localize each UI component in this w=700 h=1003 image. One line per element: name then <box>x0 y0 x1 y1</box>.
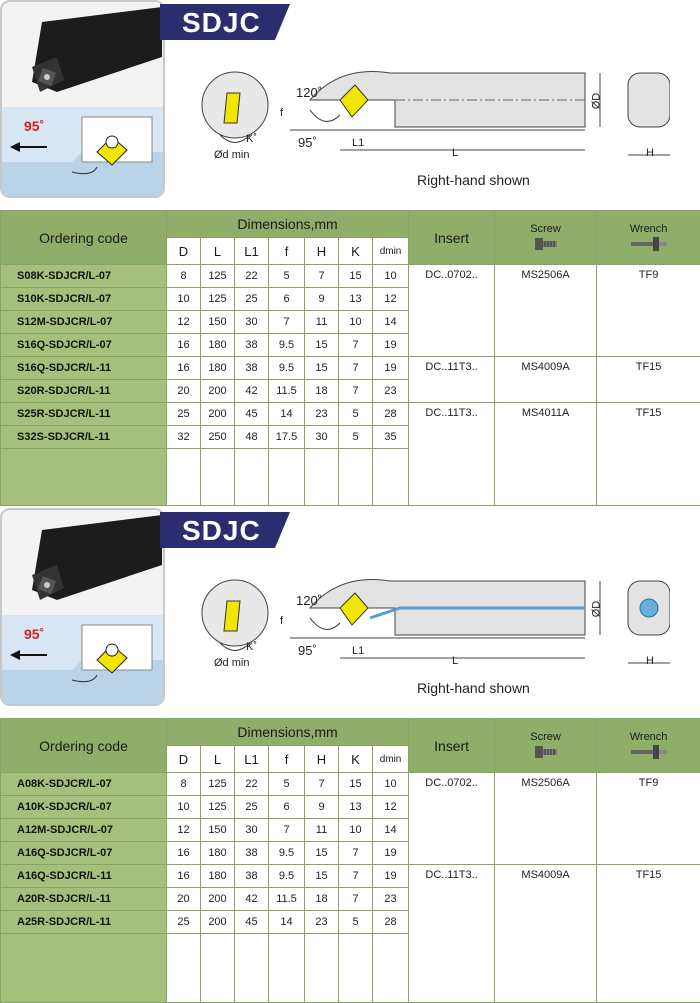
dim-cell-h: 11 <box>305 311 339 334</box>
dim-cell-l1: 48 <box>235 426 269 449</box>
dim-cell-f: 14 <box>269 911 305 934</box>
dim-cell-l1: 22 <box>235 265 269 288</box>
angle-120-label: 120˚ <box>296 593 322 608</box>
table-row <box>1 403 700 426</box>
screw-label: Screw <box>530 223 561 235</box>
col-dmin: dmin <box>373 746 409 773</box>
dim-cell-d: 20 <box>167 888 201 911</box>
insert-cell: DC..0702.. <box>409 773 495 865</box>
dim-cell-f: 6 <box>269 796 305 819</box>
dim-filler-cell <box>201 449 235 506</box>
ordering-code-cell: S16Q-SDJCR/L-07 <box>1 334 167 357</box>
dim-cell-dmin: 19 <box>373 357 409 380</box>
col-dmin: dmin <box>373 238 409 265</box>
angle-120-label: 120˚ <box>296 85 322 100</box>
header-screw <box>495 211 597 265</box>
spec-table <box>0 718 700 1003</box>
dim-cell-h: 23 <box>305 911 339 934</box>
dim-cell-f: 11.5 <box>269 380 305 403</box>
dim-cell-dmin: 14 <box>373 819 409 842</box>
dim-cell-h: 15 <box>305 865 339 888</box>
dim-cell-l: 150 <box>201 819 235 842</box>
dim-cell-h: 30 <box>305 426 339 449</box>
dim-cell-d: 16 <box>167 334 201 357</box>
dim-cell-h: 9 <box>305 796 339 819</box>
col-l1: L1 <box>235 238 269 265</box>
dim-cell-dmin: 28 <box>373 911 409 934</box>
dim-cell-l1: 42 <box>235 888 269 911</box>
dim-cell-k: 13 <box>339 796 373 819</box>
ordering-code-cell: A16Q-SDJCR/L-07 <box>1 842 167 865</box>
dim-cell-l1: 25 <box>235 288 269 311</box>
table-row <box>1 773 700 796</box>
header-insert: Insert <box>409 719 495 773</box>
dim-cell-f: 5 <box>269 773 305 796</box>
dim-cell-h: 15 <box>305 334 339 357</box>
ordering-code-cell: A10K-SDJCR/L-07 <box>1 796 167 819</box>
wrench-cell: TF15 <box>597 357 700 403</box>
screw-label: Screw <box>530 731 561 743</box>
h-label: H <box>646 147 654 159</box>
l1-label: L1 <box>352 137 364 149</box>
dim-cell-l: 125 <box>201 796 235 819</box>
dim-cell-d: 25 <box>167 403 201 426</box>
tool-holder-image <box>2 2 165 198</box>
dim-cell-l: 125 <box>201 288 235 311</box>
insert-cell: DC..11T3.. <box>409 403 495 506</box>
header-wrench <box>597 211 700 265</box>
header-wrench <box>597 719 700 773</box>
table-row <box>1 865 700 888</box>
dim-cell-d: 25 <box>167 911 201 934</box>
col-d: D <box>167 238 201 265</box>
dim-cell-h: 23 <box>305 403 339 426</box>
dim-filler-cell <box>305 449 339 506</box>
section-s-type <box>0 0 700 490</box>
dim-filler-cell <box>269 449 305 506</box>
insert-cell: DC..11T3.. <box>409 357 495 403</box>
col-h: H <box>305 746 339 773</box>
col-k: K <box>339 746 373 773</box>
dim-cell-dmin: 28 <box>373 403 409 426</box>
dim-cell-d: 12 <box>167 819 201 842</box>
ordering-code-cell: A20R-SDJCR/L-11 <box>1 888 167 911</box>
header-screw <box>495 719 597 773</box>
dim-cell-k: 5 <box>339 426 373 449</box>
dim-filler-cell <box>339 449 373 506</box>
dim-cell-k: 7 <box>339 380 373 403</box>
dim-cell-k: 7 <box>339 842 373 865</box>
dim-cell-k: 7 <box>339 888 373 911</box>
dim-cell-dmin: 14 <box>373 311 409 334</box>
dim-cell-h: 18 <box>305 888 339 911</box>
dim-cell-l1: 22 <box>235 773 269 796</box>
dim-cell-l: 250 <box>201 426 235 449</box>
angle-95-drawing-label: 95˚ <box>298 643 317 658</box>
dim-cell-dmin: 12 <box>373 796 409 819</box>
col-l: L <box>201 238 235 265</box>
dim-cell-l1: 38 <box>235 334 269 357</box>
series-title: SDJC <box>182 515 261 547</box>
wrench-cell: TF15 <box>597 403 700 506</box>
ordering-code-cell: A16Q-SDJCR/L-11 <box>1 865 167 888</box>
dim-cell-h: 7 <box>305 265 339 288</box>
dim-filler-cell <box>339 934 373 1003</box>
dim-cell-l1: 42 <box>235 380 269 403</box>
dim-cell-l: 125 <box>201 265 235 288</box>
dim-cell-k: 13 <box>339 288 373 311</box>
dim-cell-k: 5 <box>339 911 373 934</box>
series-title: SDJC <box>182 7 261 39</box>
dim-cell-f: 7 <box>269 819 305 842</box>
l-label: L <box>452 655 458 667</box>
ordering-code-cell: A08K-SDJCR/L-07 <box>1 773 167 796</box>
dim-filler-cell <box>305 934 339 1003</box>
dim-cell-dmin: 23 <box>373 888 409 911</box>
l1-label: L1 <box>352 645 364 657</box>
wrench-label: Wrench <box>630 223 668 235</box>
dim-cell-dmin: 19 <box>373 334 409 357</box>
dim-filler-cell <box>269 934 305 1003</box>
insert-cell: DC..11T3.. <box>409 865 495 1003</box>
dim-cell-h: 7 <box>305 773 339 796</box>
dim-cell-k: 7 <box>339 334 373 357</box>
dim-cell-f: 9.5 <box>269 334 305 357</box>
col-h: H <box>305 238 339 265</box>
dim-cell-h: 9 <box>305 288 339 311</box>
dim-cell-d: 32 <box>167 426 201 449</box>
ordering-code-cell: S10K-SDJCR/L-07 <box>1 288 167 311</box>
dim-cell-dmin: 10 <box>373 773 409 796</box>
dim-cell-f: 6 <box>269 288 305 311</box>
wrench-cell: TF9 <box>597 773 700 865</box>
k-label: K˚ <box>246 641 257 653</box>
spec-table <box>0 210 700 506</box>
screw-icon <box>533 743 559 761</box>
dim-cell-dmin: 23 <box>373 380 409 403</box>
dim-cell-k: 15 <box>339 265 373 288</box>
dim-filler-cell <box>167 934 201 1003</box>
screw-cell: MS2506A <box>495 265 597 357</box>
ordering-code-cell: S08K-SDJCR/L-07 <box>1 265 167 288</box>
dim-cell-d: 8 <box>167 773 201 796</box>
dim-cell-l: 180 <box>201 865 235 888</box>
dim-cell-h: 11 <box>305 819 339 842</box>
ordering-code-cell: A25R-SDJCR/L-11 <box>1 911 167 934</box>
drawing-caption: Right-hand shown <box>417 172 530 188</box>
dim-cell-k: 10 <box>339 311 373 334</box>
dim-cell-l: 125 <box>201 773 235 796</box>
dim-filler-cell <box>373 449 409 506</box>
col-d: D <box>167 746 201 773</box>
dim-cell-l: 200 <box>201 403 235 426</box>
dim-cell-f: 9.5 <box>269 357 305 380</box>
dmin-label: Ød min <box>214 657 249 669</box>
header-ordering-code: Ordering code <box>1 719 167 773</box>
dim-filler-cell <box>201 934 235 1003</box>
angle-95-label: 95˚ <box>24 118 44 134</box>
tool-holder-image <box>2 510 165 706</box>
series-banner <box>160 4 290 40</box>
tool-photo <box>0 0 165 198</box>
dim-cell-l1: 38 <box>235 865 269 888</box>
screw-cell: MS4009A <box>495 357 597 403</box>
f-label: f <box>280 107 283 119</box>
header-dimensions: Dimensions,mm <box>167 719 409 746</box>
dim-cell-k: 7 <box>339 865 373 888</box>
ordering-code-filler <box>1 934 167 1003</box>
dim-filler-cell <box>235 449 269 506</box>
header-ordering-code: Ordering code <box>1 211 167 265</box>
dim-cell-d: 20 <box>167 380 201 403</box>
dim-cell-l1: 30 <box>235 819 269 842</box>
dim-cell-f: 7 <box>269 311 305 334</box>
wrench-label: Wrench <box>630 731 668 743</box>
dim-cell-l: 200 <box>201 380 235 403</box>
wrench-icon <box>629 235 669 253</box>
col-k: K <box>339 238 373 265</box>
series-banner <box>160 512 290 548</box>
dim-cell-d: 16 <box>167 357 201 380</box>
h-label: H <box>646 655 654 667</box>
dim-cell-f: 17.5 <box>269 426 305 449</box>
drawing-caption: Right-hand shown <box>417 680 530 696</box>
header-insert: Insert <box>409 211 495 265</box>
dim-cell-dmin: 12 <box>373 288 409 311</box>
dim-cell-f: 14 <box>269 403 305 426</box>
screw-icon <box>533 235 559 253</box>
header-dimensions: Dimensions,mm <box>167 211 409 238</box>
dim-cell-l: 180 <box>201 334 235 357</box>
col-f: f <box>269 746 305 773</box>
dim-filler-cell <box>373 934 409 1003</box>
wrench-cell: TF15 <box>597 865 700 1003</box>
ordering-code-cell: S12M-SDJCR/L-07 <box>1 311 167 334</box>
dim-cell-f: 11.5 <box>269 888 305 911</box>
dim-cell-k: 15 <box>339 773 373 796</box>
dim-cell-l1: 30 <box>235 311 269 334</box>
dim-cell-d: 10 <box>167 796 201 819</box>
col-l1: L1 <box>235 746 269 773</box>
col-f: f <box>269 238 305 265</box>
screw-cell: MS4011A <box>495 403 597 506</box>
table-body-1 <box>1 265 700 506</box>
dim-cell-h: 18 <box>305 380 339 403</box>
angle-95-drawing-label: 95˚ <box>298 135 317 150</box>
dim-cell-k: 10 <box>339 819 373 842</box>
dim-cell-f: 9.5 <box>269 842 305 865</box>
table-row <box>1 265 700 288</box>
ordering-code-cell: S20R-SDJCR/L-11 <box>1 380 167 403</box>
insert-cell: DC..0702.. <box>409 265 495 357</box>
dim-cell-k: 5 <box>339 403 373 426</box>
dim-cell-h: 15 <box>305 842 339 865</box>
tool-photo <box>0 508 165 706</box>
k-label: K˚ <box>246 133 257 145</box>
dim-cell-dmin: 10 <box>373 265 409 288</box>
dim-cell-dmin: 19 <box>373 865 409 888</box>
ordering-code-cell: A12M-SDJCR/L-07 <box>1 819 167 842</box>
dim-cell-d: 8 <box>167 265 201 288</box>
ordering-code-filler <box>1 449 167 506</box>
dim-cell-l: 200 <box>201 888 235 911</box>
d-label: ØD <box>590 93 602 110</box>
table-body-2 <box>1 773 700 1003</box>
dim-cell-dmin: 35 <box>373 426 409 449</box>
dim-cell-l: 200 <box>201 911 235 934</box>
dim-cell-l1: 25 <box>235 796 269 819</box>
angle-95-label: 95˚ <box>24 626 44 642</box>
dmin-label: Ød min <box>214 149 249 161</box>
dim-cell-d: 10 <box>167 288 201 311</box>
f-label: f <box>280 615 283 627</box>
dim-cell-h: 15 <box>305 357 339 380</box>
dim-cell-l: 150 <box>201 311 235 334</box>
screw-cell: MS4009A <box>495 865 597 1003</box>
dim-cell-l: 180 <box>201 842 235 865</box>
section-a-type <box>0 508 700 998</box>
dim-cell-d: 16 <box>167 865 201 888</box>
dim-cell-f: 9.5 <box>269 865 305 888</box>
dim-filler-cell <box>167 449 201 506</box>
d-label: ØD <box>590 601 602 618</box>
screw-cell: MS2506A <box>495 773 597 865</box>
dim-cell-k: 7 <box>339 357 373 380</box>
dim-cell-l1: 45 <box>235 403 269 426</box>
wrench-cell: TF9 <box>597 265 700 357</box>
l-label: L <box>452 147 458 159</box>
dim-cell-f: 5 <box>269 265 305 288</box>
ordering-code-cell: S25R-SDJCR/L-11 <box>1 403 167 426</box>
dim-cell-l1: 45 <box>235 911 269 934</box>
table-row <box>1 357 700 380</box>
dim-filler-cell <box>235 934 269 1003</box>
dim-cell-d: 16 <box>167 842 201 865</box>
dim-cell-dmin: 19 <box>373 842 409 865</box>
col-l: L <box>201 746 235 773</box>
ordering-code-cell: S16Q-SDJCR/L-11 <box>1 357 167 380</box>
dim-cell-l1: 38 <box>235 357 269 380</box>
ordering-code-cell: S32S-SDJCR/L-11 <box>1 426 167 449</box>
dim-cell-l1: 38 <box>235 842 269 865</box>
wrench-icon <box>629 743 669 761</box>
dim-cell-d: 12 <box>167 311 201 334</box>
dim-cell-l: 180 <box>201 357 235 380</box>
